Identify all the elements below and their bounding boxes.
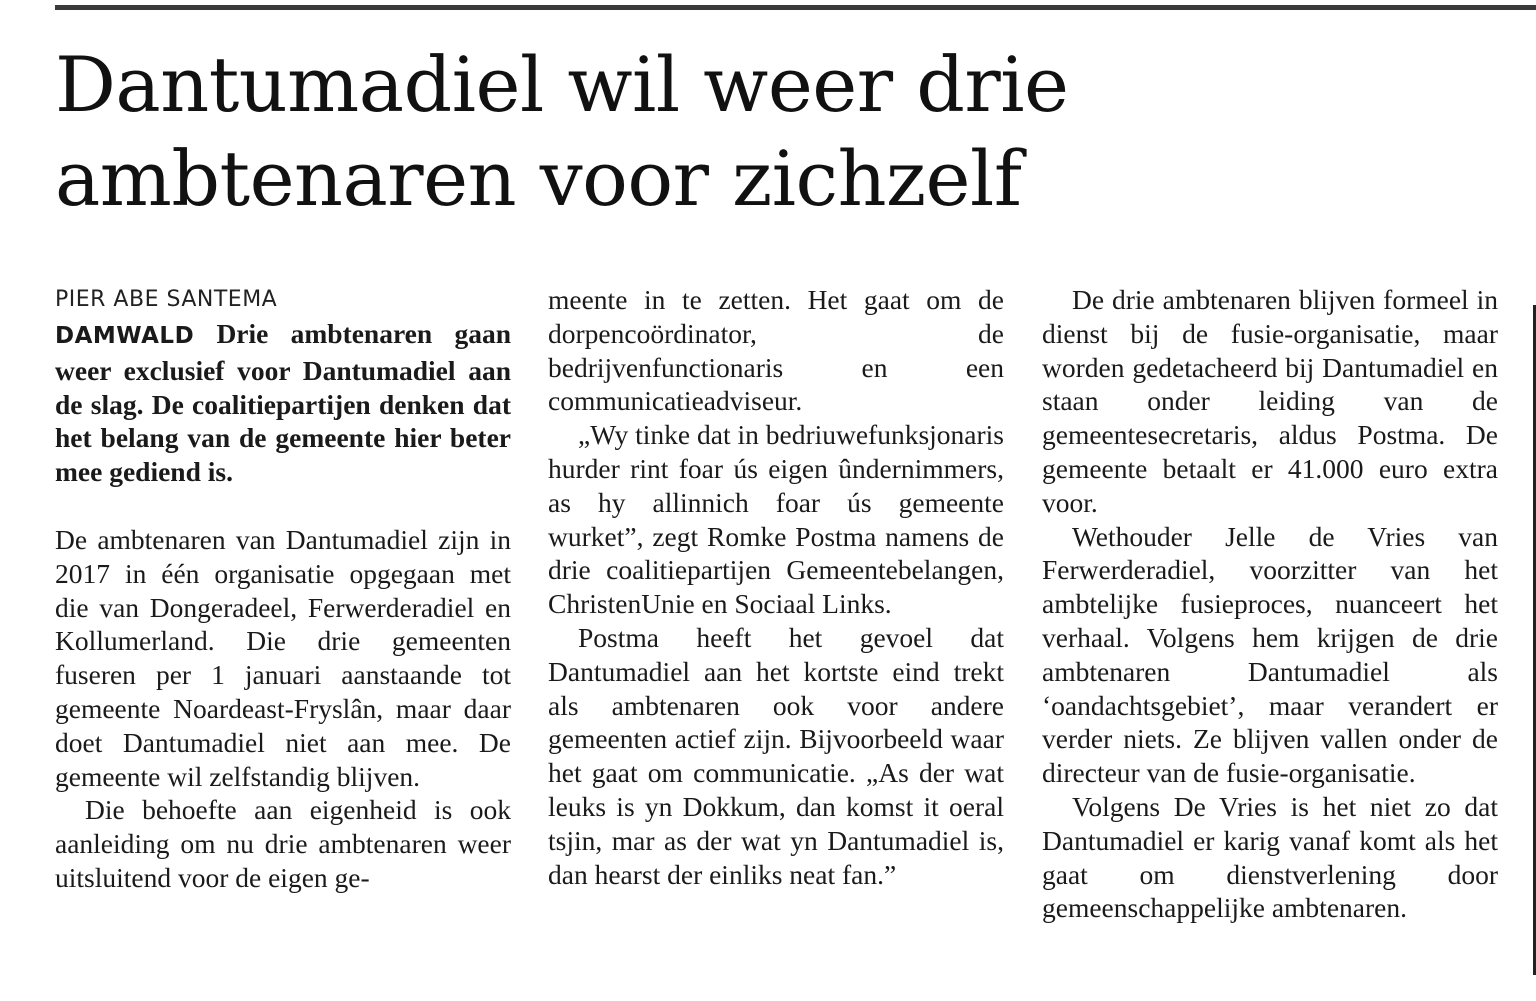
article-column-2 xyxy=(548,283,1004,891)
body-paragraph: De ambtenaren van Dantumadiel zijn in 2017 in één organisatie opgegaan met die van Dongeradeel, Ferwerderadiel en Kollumerland. Die drie gemeenten fuseren per 1 januari aanstaande tot gemeente Noardeast-Fryslân, maar daar doet Dantumadiel niet aan mee. De gemeente wil zelfstandig blijven. xyxy=(55,523,511,792)
article-column-3 xyxy=(1042,283,1498,925)
headline: Dantumadiel wil weer drie ambtenaren voor zichzelf xyxy=(55,40,1069,223)
body-paragraph: Die behoefte aan eigenheid is ook aanleiding om nu drie ambtenaren weer uitsluitend voor de eigen ge- xyxy=(55,794,511,893)
byline: PIER ABE SANTEMA xyxy=(55,287,278,312)
body-paragraph: „Wy tinke dat in bedriuwefunksjonaris hurder rint foar ús eigen ûndernimmers, as hy allinnich foar ús gemeente wurket”, zegt Romke Postma namens de drie coalitiepartijen Gemeentebelangen, ChristenUnie en Sociaal Links. xyxy=(548,419,1005,620)
article-column-1 xyxy=(55,283,511,895)
dateline: DAMWALD xyxy=(55,323,195,349)
body-paragraph: Wethouder Jelle de Vries van Ferwerderadiel, voorzitter van het ambtelijke fusieproces, nuanceert het verhaal. Volgens hem krijgen de drie ambtenaren Dantumadiel als ‘oandachtsgebiet’, maar verandert er verder niets. Ze blijven vallen onder de directeur van de fusie-organisatie. xyxy=(1042,520,1498,789)
lead-paragraph xyxy=(55,317,511,489)
body-paragraph: De drie ambtenaren blijven formeel in dienst bij de fusie-organisatie, maar worden gedetacheerd bij Dantumadiel en staan onder leiding van de gemeentesecretaris, aldus Postma. De gemeente betaalt er 41.000 euro extra voor. xyxy=(1042,284,1498,518)
body-paragraph: Postma heeft het gevoel dat Dantumadiel aan het kortste eind trekt als ambtenaren ook voor andere gemeenten actief zijn. Bijvoorbeeld waar het gaat om communicatie. „As der wat leuks is yn Dokkum, dan komst it oeral tsjin, mar as der wat yn Dantumadiel is, dan hearst der einliks neat fan.” xyxy=(548,621,1004,890)
body-paragraph: meente in te zetten. Het gaat om de dorpencoördinator, de bedrijvenfunctionaris en een communicatieadviseur. xyxy=(548,284,1004,417)
lead-text: Drie ambtenaren gaan weer exclusief voor Dantumadiel aan de slag. De coalitiepartijen denken dat het belang van de gemeente hier beter mee gediend is. xyxy=(55,318,511,488)
top-rule xyxy=(55,5,1536,10)
body-paragraph: Volgens De Vries is het niet zo dat Dantumadiel er karig vanaf komt als het gaat om dienstverlening door gemeenschappelijke ambtenaren. xyxy=(1042,790,1498,924)
